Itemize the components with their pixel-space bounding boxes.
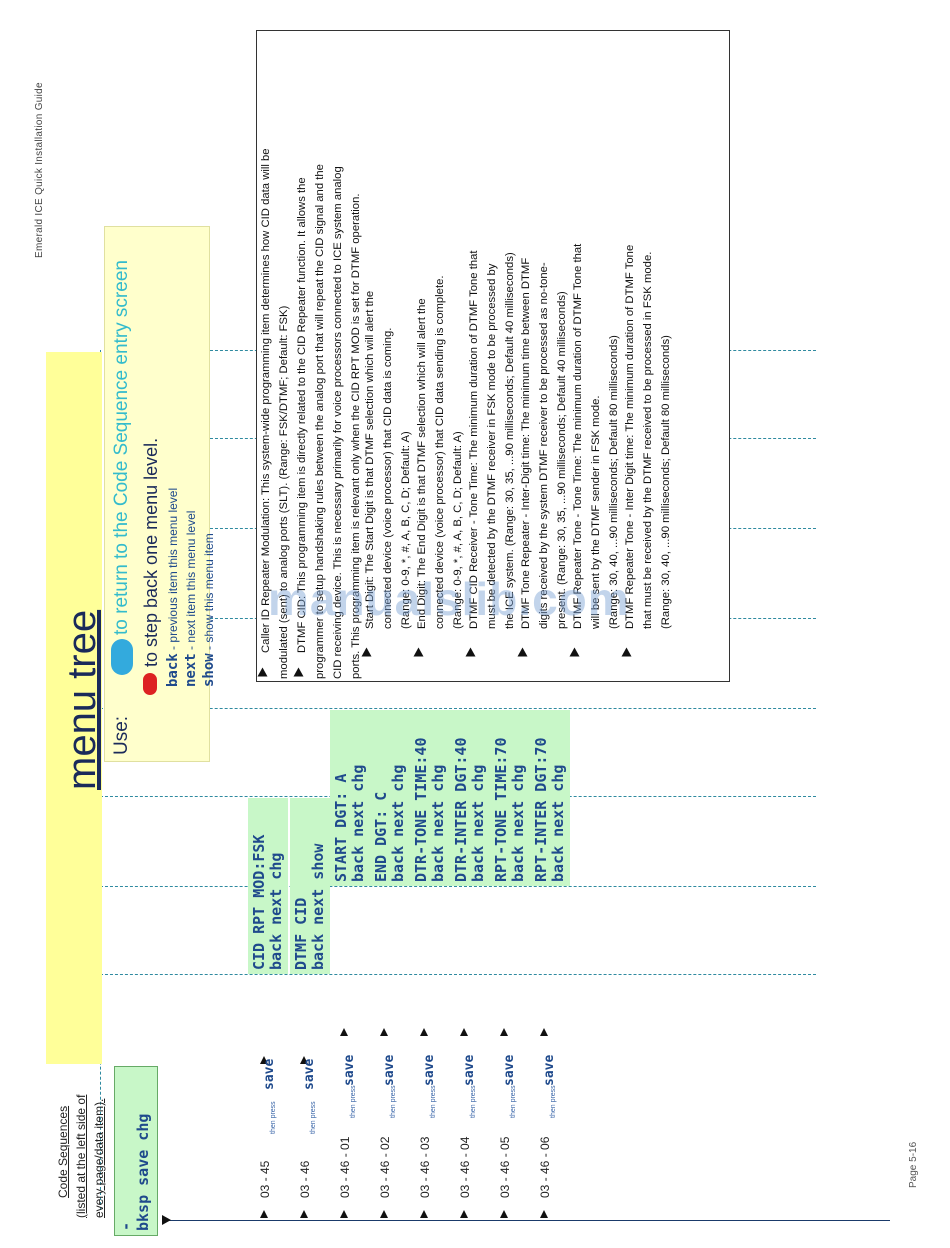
description-line: DTMF Tone Repeater - Inter-Digit time: The minimum time between DTMF — [520, 257, 532, 629]
lcd-line: - — [117, 1221, 135, 1231]
entry-lcd — [114, 1066, 158, 1236]
lcd-screen — [490, 710, 530, 886]
code-sequence: 03 - 46 - 03 — [418, 1136, 432, 1198]
arrow-up-icon — [340, 1210, 348, 1218]
bullet-icon — [414, 648, 424, 657]
lcd-line: back next chg — [267, 852, 285, 970]
description-line: DTMF CID: This programming item is directly related to the CID Repeater function. It allows the — [296, 177, 308, 653]
lcd-line: START DGT: A — [332, 773, 350, 882]
bullet-icon — [466, 648, 476, 657]
hold-key-icon — [143, 673, 157, 695]
description-line: connected device (voice processor) that CID data sending is complete. — [434, 275, 446, 629]
code-sequence: 03 - 46 - 05 — [498, 1136, 512, 1198]
guide-title: Emerald ICE Quick Installation Guide — [34, 82, 45, 258]
then-press: then press — [350, 1085, 357, 1118]
lcd-screen — [290, 798, 330, 974]
description-line: End Digit: The End Digit is that DTMF selection which will alert the — [416, 298, 428, 629]
description-line: (Range: 0-9, *, #, A, B, C, D; Default: A) — [452, 431, 464, 629]
description-line: Start Digit: The Start Digit is that DTMF selection which will alert the — [364, 290, 376, 629]
arrow-up-icon — [420, 1028, 428, 1036]
then-press: then press — [270, 1101, 277, 1134]
then-press: then press — [430, 1085, 437, 1118]
bottom-rail — [162, 1220, 890, 1221]
show-hint: show - show this menu item — [201, 533, 217, 687]
description-line: programmer to setup handshaking rules between the analog port that will repeat the CID signal and the — [314, 164, 326, 679]
code-sequences-note: (listed at the left side of — [74, 1094, 88, 1218]
lcd-line: back next chg — [509, 764, 527, 882]
lcd-screen — [330, 710, 370, 886]
description-line: (Range: 0-9, *, #, A, B, C, D; Default: A) — [400, 431, 412, 629]
description-line: CID receiving device. This is necessary primarily for voice processors connected to ICE system analog — [332, 166, 344, 679]
menu-tree-title: menu tree — [60, 609, 104, 790]
lcd-line: back next chg — [469, 764, 487, 882]
lcd-screen — [450, 710, 490, 886]
code-sequence: 03 - 45 — [258, 1160, 272, 1198]
lcd-line: back next chg — [549, 764, 567, 882]
arrow-up-icon — [540, 1210, 548, 1218]
save-key: save — [302, 1058, 317, 1090]
description-line: DTMF Repeater Tone - Inter Digit time: The minimum duration of DTMF Tone — [624, 244, 636, 629]
arrow-up-icon — [460, 1028, 468, 1036]
lcd-screen — [410, 710, 450, 886]
code-sequence: 03 - 46 - 04 — [458, 1136, 472, 1198]
arrow-up-icon — [340, 1028, 348, 1036]
then-press: then press — [310, 1101, 317, 1134]
lcd-line: CID RPT MOD:FSK — [250, 834, 268, 970]
use-panel — [104, 226, 217, 762]
description-line: Caller ID Repeater Modulation: This system-wide programming item determines how CID data will be — [260, 148, 272, 653]
then-press: then press — [550, 1085, 557, 1118]
code-sequence: 03 - 46 — [298, 1160, 312, 1198]
lcd-line: back next chg — [389, 764, 407, 882]
description-line: the ICE system. (Range: 30, 35, ...90 milliseconds; Default 40 milliseconds) — [504, 252, 516, 629]
watermark: manualslib.com — [268, 573, 630, 625]
code-sequence: 03 - 46 - 02 — [378, 1136, 392, 1198]
lcd-screen — [530, 710, 570, 886]
description-line: that must be received by the DTMF received to be processed in FSK mode. — [642, 251, 654, 629]
then-press: then press — [470, 1085, 477, 1118]
cancel-key-icon — [111, 639, 133, 675]
description-line: ports. This programming item is relevant only when the CID RPT MOD is set for DTMF operation. — [350, 193, 362, 679]
code-sequences-title: Code Sequences — [56, 1105, 70, 1198]
lcd-screen — [248, 798, 288, 974]
row-divider — [100, 886, 816, 887]
arrow-up-icon — [540, 1028, 548, 1036]
arrow-up-icon — [460, 1210, 468, 1218]
description-line: digits received by the system DTMF receiver to be processed as no-tone- — [538, 262, 550, 629]
rail-arrow-icon — [162, 1215, 171, 1225]
next-hint: next - next item this menu level — [183, 510, 199, 687]
lcd-line: RPT-INTER DGT:70 — [532, 737, 550, 882]
arrow-up-icon — [500, 1210, 508, 1218]
description-line: (Range: 30, 40, ...90 milliseconds; Default 80 milliseconds) — [660, 335, 672, 629]
description-line: (Range: 30, 40, ...90 milliseconds; Default 80 milliseconds) — [608, 335, 620, 629]
lcd-line: RPT-TONE TIME:70 — [492, 737, 510, 882]
save-key: save — [502, 1054, 517, 1086]
save-key: save — [262, 1058, 277, 1090]
step-back-text: to step back one menu level. — [141, 437, 161, 667]
lcd-line: bksp save chg — [134, 1113, 152, 1231]
then-press: then press — [390, 1085, 397, 1118]
lcd-line: back next chg — [349, 764, 367, 882]
description-line: must be detected by the DTMF receiver in FSK mode to be processed by — [486, 263, 498, 629]
description-line: will be sent by the DTMF sender in FSK mode. — [590, 395, 602, 629]
arrow-up-icon — [380, 1210, 388, 1218]
description-line: connected device (voice processor) that CID data is coming. — [382, 327, 394, 629]
return-text: to return to the Code Sequence entry screen — [111, 260, 132, 635]
save-key: save — [462, 1054, 477, 1086]
arrow-up-icon — [260, 1210, 268, 1218]
save-key: save — [422, 1054, 437, 1086]
lcd-screen — [370, 710, 410, 886]
arrow-up-icon — [420, 1210, 428, 1218]
lcd-line: DTR-INTER DGT:40 — [452, 737, 470, 882]
back-hint: back - previous item this menu level — [165, 487, 181, 687]
use-label: Use: — [111, 715, 132, 755]
bullet-icon — [258, 668, 268, 677]
lcd-line: back next show — [309, 843, 327, 970]
lcd-line: END DGT: C — [372, 791, 390, 882]
bullet-icon — [294, 668, 304, 677]
description-line: present. (Range: 30, 35, ...90 milliseconds; Default 40 milliseconds) — [556, 291, 568, 629]
description-line: DTMF Repeater Tone - Tone Time: The minimum duration of DTMF Tone that — [572, 243, 584, 629]
then-press: then press — [510, 1085, 517, 1118]
save-key: save — [342, 1054, 357, 1086]
code-sequence: 03 - 46 - 01 — [338, 1136, 352, 1198]
description-line: modulated (sent) to analog ports (SLT). (Range: FSK/DTMF; Default: FSK) — [278, 305, 290, 679]
bullet-icon — [518, 648, 528, 657]
bullet-icon — [622, 648, 632, 657]
page-number: Page 5-16 — [908, 1141, 919, 1188]
save-key: save — [542, 1054, 557, 1086]
arrow-up-icon — [500, 1028, 508, 1036]
lcd-line: DTMF CID — [292, 897, 310, 970]
code-sequences-note: every page/data item). — [92, 1098, 106, 1218]
description-line: DTMF CID Receiver - Tone Time: The minimum duration of DTMF Tone that — [468, 250, 480, 629]
arrow-up-icon — [300, 1210, 308, 1218]
menu-tree-panel — [46, 352, 102, 1064]
bullet-icon — [362, 648, 372, 657]
lcd-line: DTR-TONE TIME:40 — [412, 737, 430, 882]
save-key: save — [382, 1054, 397, 1086]
row-divider — [100, 974, 816, 975]
lcd-line: back next chg — [429, 764, 447, 882]
code-sequence: 03 - 46 - 06 — [538, 1136, 552, 1198]
bullet-icon — [570, 648, 580, 657]
arrow-up-icon — [380, 1028, 388, 1036]
